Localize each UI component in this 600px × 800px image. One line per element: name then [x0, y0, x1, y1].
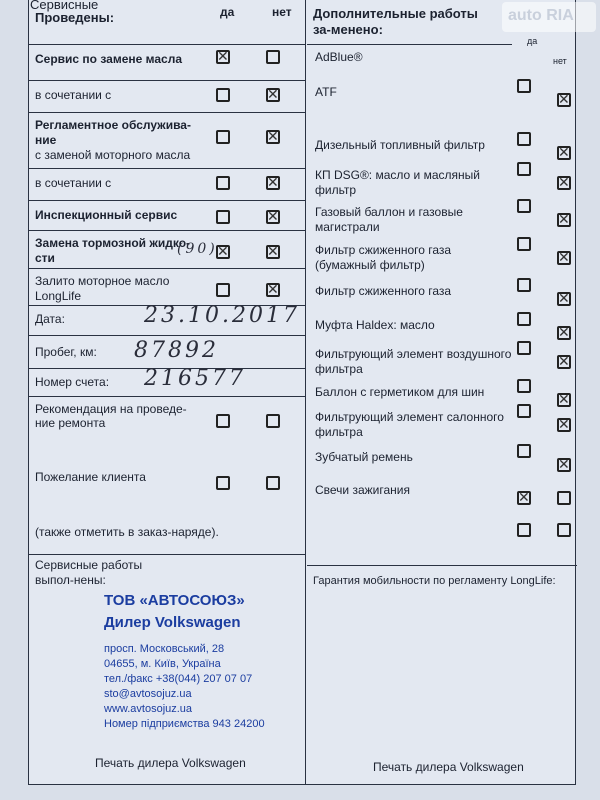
service-yes-checkbox[interactable] — [216, 283, 230, 297]
additional-no-checkbox[interactable] — [557, 355, 571, 369]
additional-title: Дополнительные работы за-менено: — [313, 6, 478, 37]
watermark-logo: auto RIA — [502, 2, 596, 32]
additional-row-label: AdBlue® — [315, 50, 363, 64]
stamp-web: www.avtosojuz.ua — [104, 703, 193, 715]
additional-no-checkbox[interactable] — [557, 491, 571, 505]
additional-no-checkbox[interactable] — [557, 393, 571, 407]
additional-no-checkbox[interactable] — [557, 176, 571, 190]
stamp-dealer: Дилер Volkswagen — [104, 614, 241, 631]
service-yes-checkbox[interactable] — [216, 176, 230, 190]
right-column — [307, 0, 577, 784]
additional-no-checkbox[interactable] — [557, 251, 571, 265]
service-row-label: Инспекционный сервис — [35, 208, 178, 222]
additional-row-label: КП DSG®: масло и масляный фильтр — [315, 168, 480, 197]
service-yes-checkbox[interactable] — [216, 88, 230, 102]
additional-row-label: ATF — [315, 85, 337, 99]
additional-yes-checkbox[interactable] — [517, 162, 531, 176]
recommendation-no-checkbox[interactable] — [266, 414, 280, 428]
yes-header: да — [220, 5, 235, 19]
invoice-value: 216577 — [144, 366, 246, 391]
service-row-label: Залито моторное масло LongLife — [35, 274, 170, 303]
service-yes-checkbox[interactable] — [216, 130, 230, 144]
additional-yes-checkbox[interactable] — [517, 523, 531, 537]
dealer-stamp — [104, 590, 265, 732]
no-header: нет — [272, 5, 292, 19]
additional-row-label: Дизельный топливный фильтр — [315, 138, 485, 152]
additional-yes-checkbox[interactable] — [517, 79, 531, 93]
additional-row-label: Зубчатый ремень — [315, 450, 413, 464]
additional-row-label: Фильтр сжиженного газа (бумажный фильтр) — [315, 243, 452, 272]
recommendation-label: Рекомендация на проведе-ние ремонта — [35, 402, 187, 430]
additional-no-checkbox[interactable] — [557, 93, 571, 107]
performed-title: Проведены: — [35, 10, 115, 25]
service-no-checkbox[interactable] — [266, 283, 280, 297]
stamp-number: Номер підприємства 943 24200 — [104, 718, 265, 730]
additional-no-checkbox[interactable] — [557, 418, 571, 432]
additional-no-checkbox[interactable] — [557, 326, 571, 340]
right-no-header: нет — [553, 56, 567, 66]
additional-row-label: Муфта Haldex: масло — [315, 318, 435, 332]
order-note: (также отметить в заказ-наряде). — [35, 525, 219, 539]
additional-yes-checkbox[interactable] — [517, 237, 531, 251]
service-row-label: в сочетании с — [35, 88, 112, 102]
wish-no-checkbox[interactable] — [266, 476, 280, 490]
additional-row-label: Свечи зажигания — [315, 483, 410, 497]
mileage-label: Пробег, км: — [35, 345, 97, 359]
additional-no-checkbox[interactable] — [557, 213, 571, 227]
mileage-value: 87892 — [134, 338, 219, 363]
additional-yes-checkbox[interactable] — [517, 491, 531, 505]
dealer-seal-label: Печать дилера Volkswagen — [95, 756, 246, 770]
handwritten-note: (90) — [177, 241, 218, 257]
stamp-email: sto@avtosojuz.ua — [104, 688, 192, 700]
service-no-checkbox[interactable] — [266, 130, 280, 144]
wish-yes-checkbox[interactable] — [216, 476, 230, 490]
stamp-address: просп. Московський, 28 — [104, 643, 225, 655]
works-done-label: Сервисные работы выпол-нены: — [35, 558, 143, 587]
additional-row-label: Фильтрующий элемент салонного фильтра — [315, 410, 504, 439]
additional-yes-checkbox[interactable] — [517, 199, 531, 213]
date-label: Дата: — [35, 312, 65, 326]
service-row-label: Сервис по замене масла — [35, 52, 182, 66]
service-no-checkbox[interactable] — [266, 88, 280, 102]
service-yes-checkbox[interactable] — [216, 50, 230, 64]
additional-row-label: Фильтрующий элемент воздушного фильтра — [315, 347, 512, 376]
service-no-checkbox[interactable] — [266, 176, 280, 190]
service-yes-checkbox[interactable] — [216, 210, 230, 224]
guarantee-label: Гарантия мобильности по регламенту LongLife: — [313, 575, 556, 587]
additional-no-checkbox[interactable] — [557, 146, 571, 160]
service-row-sublabel: с заменой моторного масла — [35, 148, 191, 162]
invoice-label: Номер счета: — [35, 375, 110, 389]
stamp-name: ТОВ «АВТОСОЮЗ» — [104, 592, 245, 609]
additional-yes-checkbox[interactable] — [517, 404, 531, 418]
additional-yes-checkbox[interactable] — [517, 341, 531, 355]
wish-label: Пожелание клиента — [35, 470, 146, 484]
service-no-checkbox[interactable] — [266, 50, 280, 64]
additional-yes-checkbox[interactable] — [517, 444, 531, 458]
right-seal-label: Печать дилера Volkswagen — [373, 760, 524, 774]
additional-yes-checkbox[interactable] — [517, 312, 531, 326]
service-no-checkbox[interactable] — [266, 245, 280, 259]
service-yes-checkbox[interactable] — [216, 245, 230, 259]
right-yes-header: да — [527, 36, 538, 46]
service-record-page — [28, 0, 576, 785]
recommendation-yes-checkbox[interactable] — [216, 414, 230, 428]
section-header: Сервисные — [30, 0, 99, 12]
additional-no-checkbox[interactable] — [557, 523, 571, 537]
additional-row-label: Баллон с герметиком для шин — [315, 385, 485, 399]
additional-no-checkbox[interactable] — [557, 292, 571, 306]
additional-row-label: Фильтр сжиженного газа — [315, 284, 452, 298]
additional-yes-checkbox[interactable] — [517, 132, 531, 146]
service-no-checkbox[interactable] — [266, 210, 280, 224]
additional-yes-checkbox[interactable] — [517, 379, 531, 393]
date-value: 23.10.2017 — [144, 303, 300, 328]
stamp-city: 04655, м. Київ, Україна — [104, 658, 221, 670]
additional-row-label: Газовый баллон и газовые магистрали — [315, 205, 463, 234]
service-row-label: в сочетании с — [35, 176, 112, 190]
service-row-label: Замена тормозной жидко-сти — [35, 236, 191, 265]
additional-yes-checkbox[interactable] — [517, 278, 531, 292]
stamp-phone: тел./факс +38(044) 207 07 07 — [104, 673, 253, 685]
service-row-label: Регламентное обслужива-ние — [35, 118, 191, 147]
additional-no-checkbox[interactable] — [557, 458, 571, 472]
